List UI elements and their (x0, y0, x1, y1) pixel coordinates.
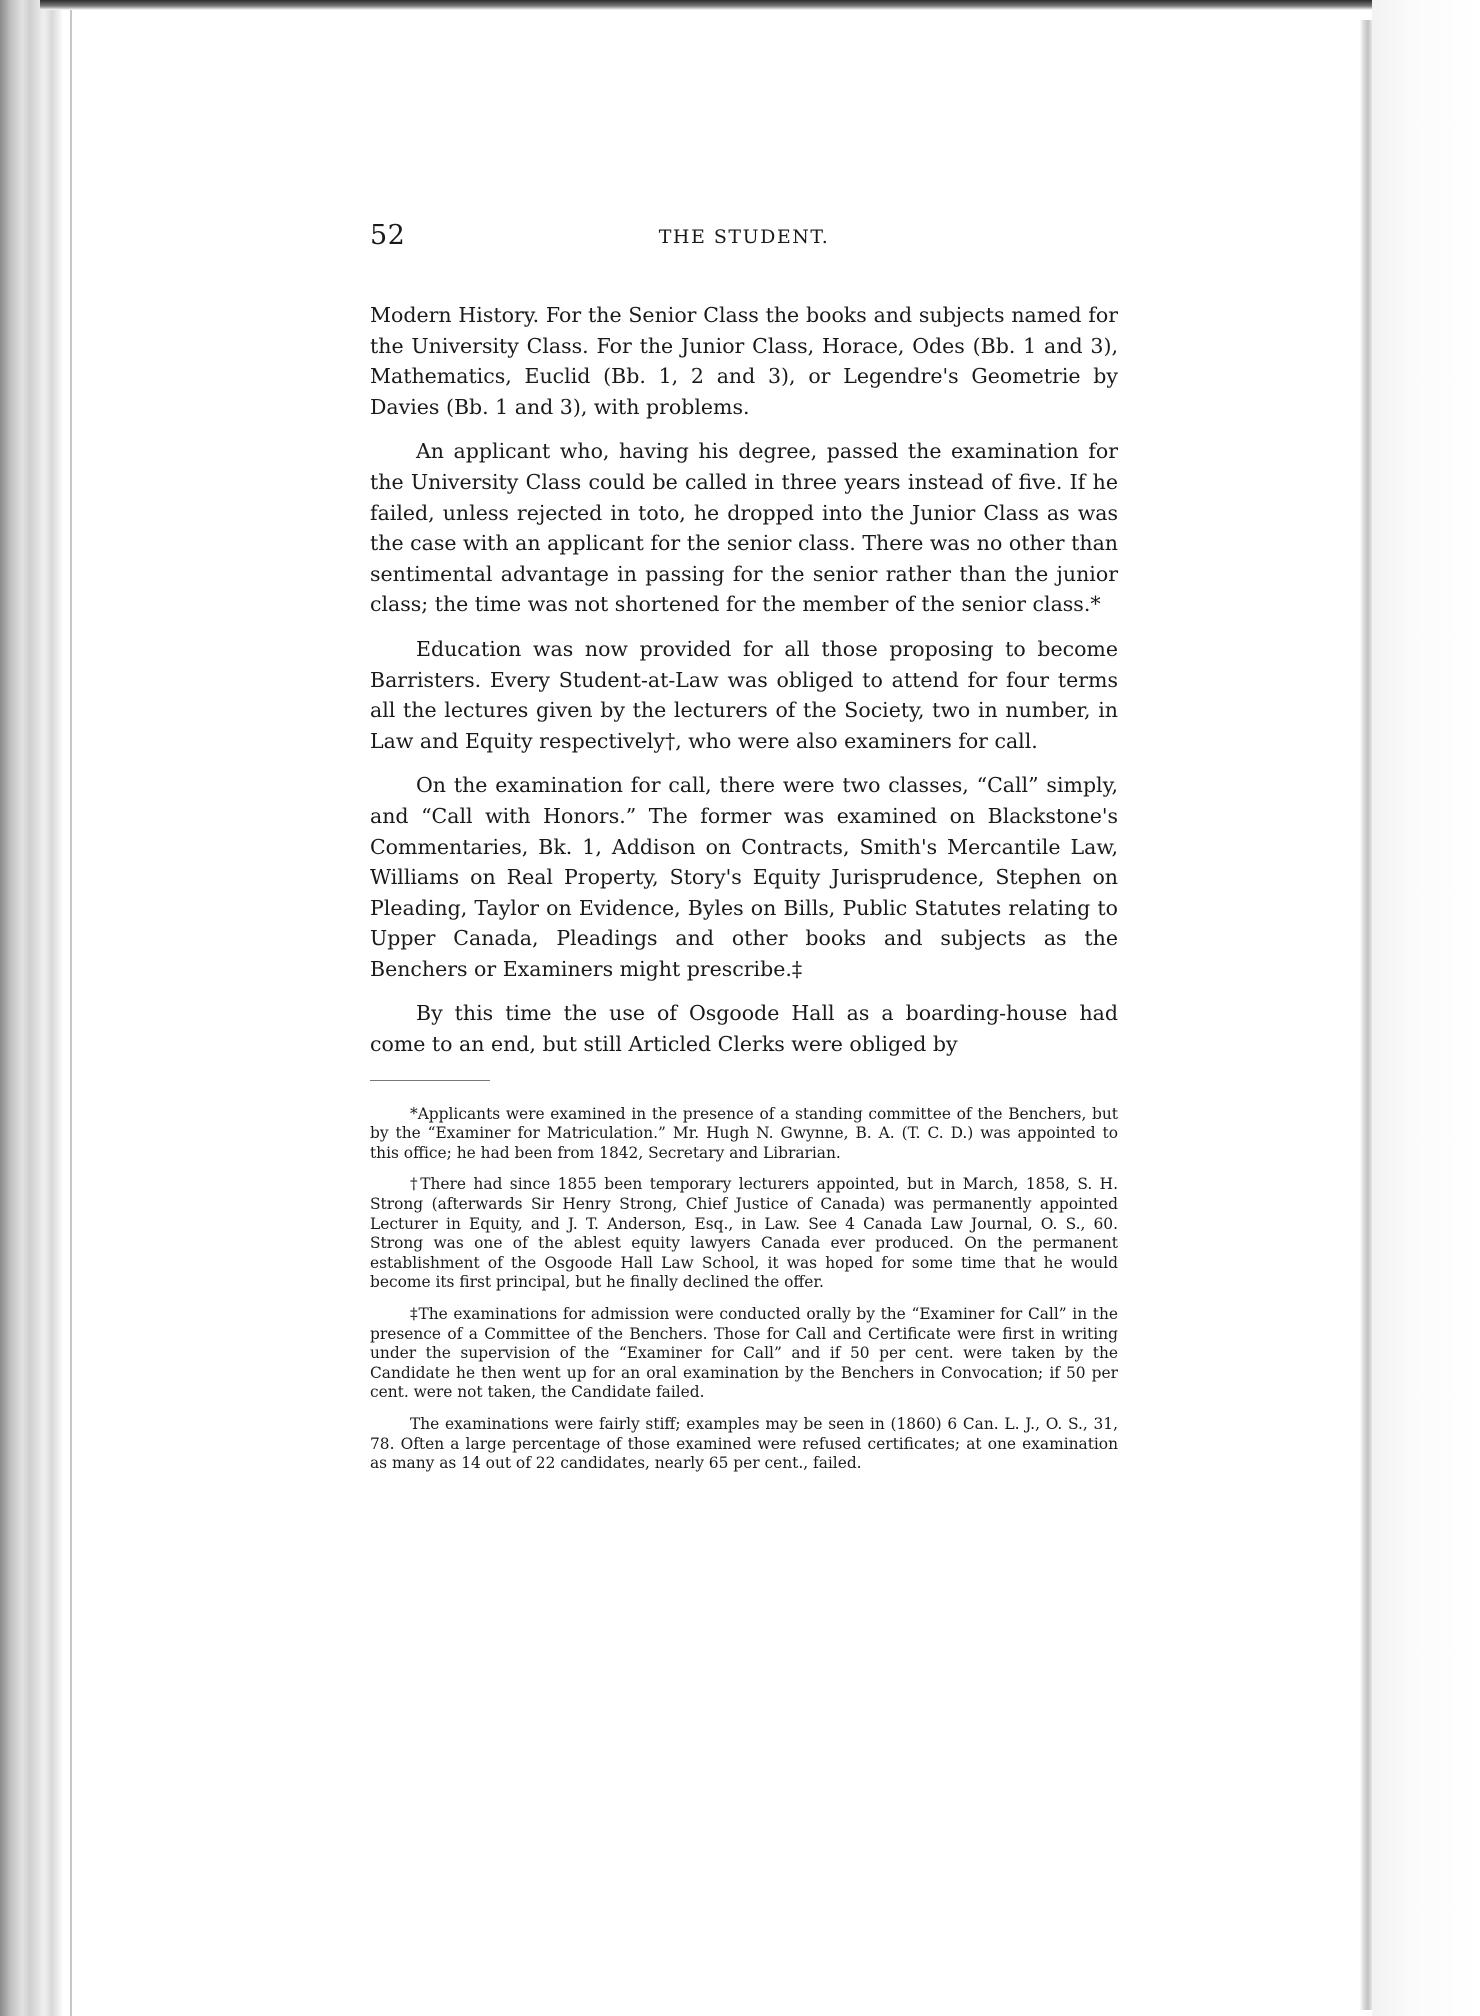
scan-top-border (40, 0, 1480, 10)
footnote-continuation: The examinations were fairly stiff; examples may be seen in (1860) 6 Can. L. J., O. S., 31, 78. Often a large percentage of those examined were refused certificates; at one examination as many as 14 out of 22 candidates, nearly 65 per cent., failed. (370, 1414, 1118, 1473)
page-number: 52 (370, 220, 406, 251)
book-page (370, 220, 1118, 1750)
page-right-edge (1360, 20, 1372, 2010)
footnote-dagger: †There had since 1855 been temporary lecturers appointed, but in March, 1858, S. H. Strong (afterwards Sir Henry Strong, Chief Justice of Canada) was permanently appointed Lecturer in Equity, and J. T. Anderson, Esq., in Law. See 4 Canada Law Journal, O. S., 60. Strong was one of the ablest equity lawyers Canada ever produced. On the permanent establishment of the Osgoode Hall Law School, it was hoped for some time that he would become its first principal, but he finally declined the offer. (370, 1175, 1118, 1292)
paragraph-continuation: Modern History. For the Senior Class the books and subjects named for the University Class. For the Junior Class, Horace, Odes (Bb. 1 and 3), Mathematics, Euclid (Bb. 1, 2 and 3), or Legendre's Geometrie by Davies (Bb. 1 and 3), with problems. (370, 303, 1118, 419)
paragraph-osgoode-hall: By this time the use of Osgoode Hall as a boarding-house had come to an end, but still Articled Clerks were obliged by (370, 1001, 1118, 1057)
footnote-divider (370, 1080, 490, 1081)
book-binding-edge (0, 0, 62, 2016)
paragraph-education: Education was now provided for all those proposing to become Barristers. Every Student-at-Law was obliged to attend for four terms all the lectures given by the lecturers of the Society, two in number, in Law and Equity respectively†, who were also examiners for call. (370, 636, 1118, 753)
footnotes (370, 1105, 1118, 1474)
binding-line (70, 0, 72, 2016)
footnote-asterisk: *Applicants were examined in the presence of a standing committee of the Benchers, but by the “Examiner for Matriculation.” Mr. Hugh N. Gwynne, B. A. (T. C. D.) was appointed to this office; he had been from 1842, Secretary and Librarian. (370, 1104, 1118, 1162)
running-head: THE STUDENT. (658, 226, 830, 248)
page-header (370, 220, 1118, 264)
footnote-double-dagger: ‡The examinations for admission were conducted orally by the “Examiner for Call” in the presence of a Committee of the Benchers. Those for Call and Certificate were first in writing under the supervision of the “Examiner for Call” and if 50 per cent. were taken by the Candidate he then went up for an oral examination by the Benchers in Convocation; if 50 per cent. were not taken, the Candidate failed. (370, 1305, 1118, 1402)
body-text (370, 300, 1118, 1060)
paragraph-examination-for-call: On the examination for call, there were two classes, “Call” simply, and “Call with Honors.” The former was examined on Blackstone's Commentaries, Bk. 1, Addison on Contracts, Smith's Mercantile Law, Williams on Real Property, Story's Equity Jurisprudence, Stephen on Pleading, Taylor on Evidence, Byles on Bills, Public Statutes relating to Upper Canada, Pleadings and other books and subjects as the Benchers or Examiners might prescribe.‡ (370, 773, 1118, 981)
paragraph-university-applicant: An applicant who, having his degree, passed the examination for the University Class could be called in three years instead of five. If he failed, unless rejected in toto, he dropped into the Junior Class as was the case with an applicant for the senior class. There was no other than sentimental advantage in passing for the senior rather than the junior class; the time was not shortened for the member of the senior class.* (370, 439, 1118, 617)
scan-right-margin (1372, 0, 1480, 2016)
